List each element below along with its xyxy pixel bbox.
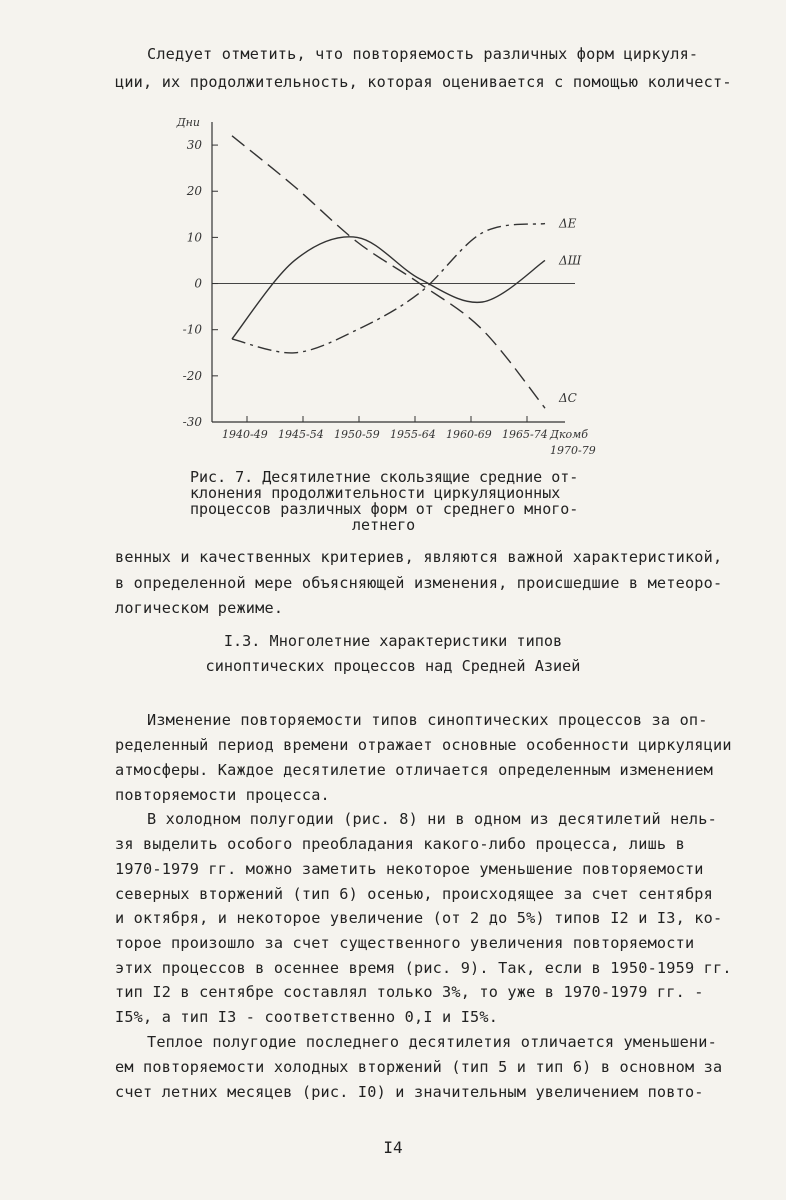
intro-line-1: Следует отметить, что повторяемость различных форм циркуля- (147, 45, 699, 63)
paragraph-line-9: и октября, и некоторое увеличение (от 2 до 5%) типов I2 и I3, ко- (115, 909, 723, 927)
x-tick-label: 1950-59 (334, 428, 380, 441)
y-tick-label: 30 (186, 138, 202, 153)
paragraph-line-16: счет летних месяцев (рис. I0) и значительным увеличением повто- (115, 1083, 704, 1101)
x-tick-label: 1965-74 (502, 428, 548, 441)
intro-line-2: ции, их продолжительность, которая оценивается с помощью количест- (115, 73, 732, 91)
chart-plot (232, 136, 582, 409)
paragraph-line-1: Изменение повторяемости типов синоптических процессов за оп- (147, 711, 708, 729)
paragraph-line-3: атмосферы. Каждое десятилетие отличается определенным изменением (115, 761, 713, 779)
figure-caption-line-3: процессов различных форм от среднего много- (190, 500, 579, 518)
series-line-2 (232, 237, 545, 339)
section-title-line-1: I.3. Многолетние характеристики типов (223, 632, 563, 650)
paragraph-line-12: тип I2 в сентябре составлял только 3%, то уже в 1970-1979 гг. - (115, 983, 704, 1001)
y-tick-label: 10 (186, 230, 202, 245)
paragraph-line-13: I5%, а тип I3 - соответственно 0,I и I5%. (115, 1008, 499, 1026)
y-tick-label: -30 (182, 415, 202, 429)
paragraph-line-15: ем повторяемости холодных вторжений (тип 5 и тип 6) в основном за (115, 1058, 723, 1076)
paragraph-line-2: ределенный период времени отражает основные особенности циркуляции (115, 736, 732, 754)
paragraph-line-11: этих процессов в осеннее время (рис. 9). Так, если в 1950-1959 гг. (115, 959, 732, 977)
y-tick-label: -10 (182, 322, 202, 337)
paragraph-line-8: северных вторжений (тип 6) осенью, происходящее за счет сентября (115, 885, 713, 903)
chart-axes (176, 116, 596, 457)
y-axis-label: Дни (176, 116, 200, 129)
y-tick-label: 20 (186, 184, 202, 199)
series-label-2: ΔШ (559, 253, 582, 268)
x-tick-label: 1945-54 (278, 428, 324, 441)
body-cont-line-1: венных и качественных критериев, являются важной характеристикой, (115, 548, 723, 566)
series-label-1: ΔE (559, 216, 577, 231)
page-number: I4 (383, 1138, 403, 1157)
paragraph-line-5: В холодном полугодии (рис. 8) ни в одном из десятилетий нель- (147, 810, 717, 828)
paragraph-line-4: повторяемости процесса. (115, 786, 330, 804)
series-line-0 (232, 136, 545, 408)
paragraph-line-7: 1970-1979 гг. можно заметить некоторое уменьшение повторяемости (115, 860, 704, 878)
y-tick-label: -20 (182, 368, 202, 383)
body-cont-line-2: в определенной мере объясняющей изменения, происшедшие в метеоро- (115, 574, 723, 592)
x-tick-label: 1960-69 (446, 428, 492, 441)
series-label-0: ΔC (559, 391, 577, 406)
y-tick-label: 0 (194, 276, 202, 291)
section-title-line-2: синоптических процессов над Средней Азией (205, 657, 581, 675)
paragraph-line-10: торое произошло за счет существенного увеличения повторяемости (115, 934, 695, 952)
x-tick-label-extra: Дкомб (550, 428, 588, 441)
x-tick-label: 1955-64 (390, 428, 436, 441)
x-tick-label: 1940-49 (222, 428, 268, 441)
figure-caption-line-4: летнего (352, 516, 416, 534)
figure-caption-line-1: Рис. 7. Десятилетние скользящие средние от- (190, 468, 579, 486)
paragraph-line-14: Теплое полугодие последнего десятилетия отличается уменьшени- (147, 1033, 717, 1051)
paragraph-line-6: зя выделить особого преобладания какого-либо процесса, лишь в (115, 835, 685, 853)
series-line-1 (232, 224, 545, 353)
figure-caption-line-2: клонения продолжительности циркуляционных (190, 484, 561, 502)
x-tick-label-last: 1970-79 (550, 444, 596, 457)
body-cont-line-3: логическом режиме. (115, 599, 284, 617)
